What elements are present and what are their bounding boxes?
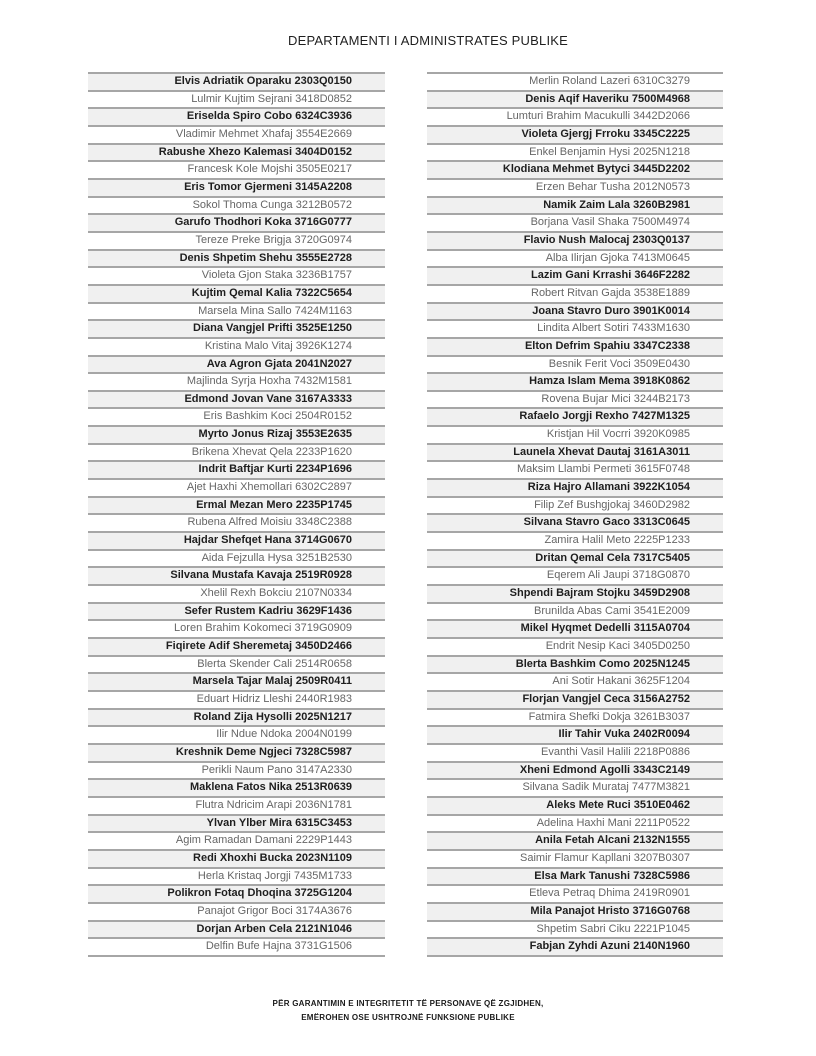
- list-item: Loren Brahim Kokomeci 3719G0909: [88, 621, 385, 639]
- list-item: Adelina Haxhi Mani 2211P0522: [427, 816, 723, 834]
- list-item: Ylvan Ylber Mira 6315C3453: [88, 816, 385, 834]
- list-item: Alba Ilirjan Gjoka 7413M0645: [427, 251, 723, 269]
- list-item: Lulmir Kujtim Sejrani 3418D0852: [88, 92, 385, 110]
- list-item: Saimir Flamur Kapllani 3207B0307: [427, 851, 723, 869]
- list-item: Hajdar Shefqet Hana 3714G0670: [88, 533, 385, 551]
- list-item: Herla Kristaq Jorgji 7435M1733: [88, 869, 385, 887]
- list-item: Brunilda Abas Cami 3541E2009: [427, 604, 723, 622]
- list-item: Marsela Tajar Malaj 2509R0411: [88, 674, 385, 692]
- list-item: Lazim Gani Krrashi 3646F2282: [427, 268, 723, 286]
- list-item: Elton Defrim Spahiu 3347C2338: [427, 339, 723, 357]
- list-item: Borjana Vasil Shaka 7500M4974: [427, 215, 723, 233]
- list-item: Rovena Bujar Mici 3244B2173: [427, 392, 723, 410]
- list-item: Blerta Bashkim Como 2025N1245: [427, 657, 723, 675]
- list-item: Endrit Nesip Kaci 3405D0250: [427, 639, 723, 657]
- list-item: Erzen Behar Tusha 2012N0573: [427, 180, 723, 198]
- list-item: Anila Fetah Alcani 2132N1555: [427, 833, 723, 851]
- list-item: Evanthi Vasil Halili 2218P0886: [427, 745, 723, 763]
- list-item: Myrto Jonus Rizaj 3553E2635: [88, 427, 385, 445]
- footer-line-2: EMËROHEN OSE USHTROJNË FUNKSIONE PUBLIKE: [301, 1013, 515, 1022]
- list-item: Majlinda Syrja Hoxha 7432M1581: [88, 374, 385, 392]
- list-item: Etleva Petraq Dhima 2419R0901: [427, 886, 723, 904]
- list-item: Panajot Grigor Boci 3174A3676: [88, 904, 385, 922]
- list-item: Klodiana Mehmet Bytyci 3445D2202: [427, 162, 723, 180]
- list-item: Florjan Vangjel Ceca 3156A2752: [427, 692, 723, 710]
- page-footer: [0, 997, 816, 1025]
- list-item: Joana Stavro Duro 3901K0014: [427, 304, 723, 322]
- list-item: Denis Aqif Haveriku 7500M4968: [427, 92, 723, 110]
- list-item: Aida Fejzulla Hysa 3251B2530: [88, 551, 385, 569]
- list-item: Xhelil Rexh Bokciu 2107N0334: [88, 586, 385, 604]
- list-item: Merlin Roland Lazeri 6310C3279: [427, 74, 723, 92]
- list-item: Shpetim Sabri Ciku 2221P1045: [427, 922, 723, 940]
- list-item: Dorjan Arben Cela 2121N1046: [88, 922, 385, 940]
- list-item: Kristina Malo Vitaj 3926K1274: [88, 339, 385, 357]
- list-item: Vladimir Mehmet Xhafaj 3554E2669: [88, 127, 385, 145]
- list-item: Marsela Mina Sallo 7424M1163: [88, 304, 385, 322]
- list-item: Ava Agron Gjata 2041N2027: [88, 357, 385, 375]
- page-title: DEPARTAMENTI I ADMINISTRATES PUBLIKE: [287, 33, 568, 48]
- list-item: Filip Zef Bushgjokaj 3460D2982: [427, 498, 723, 516]
- list-item: Edmond Jovan Vane 3167A3333: [88, 392, 385, 410]
- list-item: Sokol Thoma Cunga 3212B0572: [88, 198, 385, 216]
- name-list-left: [88, 72, 385, 957]
- list-item: Silvana Stavro Gaco 3313C0645: [427, 515, 723, 533]
- list-item: Redi Xhoxhi Bucka 2023N1109: [88, 851, 385, 869]
- list-item: Elsa Mark Tanushi 7328C5986: [427, 869, 723, 887]
- list-item: Maksim Llambi Permeti 3615F0748: [427, 462, 723, 480]
- list-item: Zamira Halil Meto 2225P1233: [427, 533, 723, 551]
- list-item: Fiqirete Adif Sheremetaj 3450D2466: [88, 639, 385, 657]
- list-item: Kreshnik Deme Ngjeci 7328C5987: [88, 745, 385, 763]
- list-item: Ilir Tahir Vuka 2402R0094: [427, 727, 723, 745]
- list-item: Robert Ritvan Gajda 3538E1889: [427, 286, 723, 304]
- list-item: Ajet Haxhi Xhemollari 6302C2897: [88, 480, 385, 498]
- list-item: Riza Hajro Allamani 3922K1054: [427, 480, 723, 498]
- list-item: Lumturi Brahim Macukulli 3442D2066: [427, 109, 723, 127]
- list-item: Indrit Baftjar Kurti 2234P1696: [88, 462, 385, 480]
- list-item: Sefer Rustem Kadriu 3629F1436: [88, 604, 385, 622]
- list-item: Ermal Mezan Mero 2235P1745: [88, 498, 385, 516]
- list-item: Ilir Ndue Ndoka 2004N0199: [88, 727, 385, 745]
- list-item: Rabushe Xhezo Kalemasi 3404D0152: [88, 145, 385, 163]
- list-item: Launela Xhevat Dautaj 3161A3011: [427, 445, 723, 463]
- list-item: Eduart Hidriz Lleshi 2440R1983: [88, 692, 385, 710]
- list-item: Maklena Fatos Nika 2513R0639: [88, 780, 385, 798]
- list-item: Kristjan Hil Vocrri 3920K0985: [427, 427, 723, 445]
- list-item: Roland Zija Hysolli 2025N1217: [88, 710, 385, 728]
- list-item: Francesk Kole Mojshi 3505E0217: [88, 162, 385, 180]
- list-item: Eris Tomor Gjermeni 3145A2208: [88, 180, 385, 198]
- list-item: Fabjan Zyhdi Azuni 2140N1960: [427, 939, 723, 957]
- list-item: Silvana Mustafa Kavaja 2519R0928: [88, 568, 385, 586]
- list-item: Agim Ramadan Damani 2229P1443: [88, 833, 385, 851]
- list-item: Silvana Sadik Murataj 7477M3821: [427, 780, 723, 798]
- name-list-right: [427, 72, 723, 957]
- list-item: Tereze Preke Brigja 3720G0974: [88, 233, 385, 251]
- list-item: Flavio Nush Malocaj 2303Q0137: [427, 233, 723, 251]
- list-item: Violeta Gjon Staka 3236B1757: [88, 268, 385, 286]
- list-item: Mikel Hyqmet Dedelli 3115A0704: [427, 621, 723, 639]
- list-item: Namik Zaim Lala 3260B2981: [427, 198, 723, 216]
- list-item: Rubena Alfred Moisiu 3348C2388: [88, 515, 385, 533]
- list-item: Aleks Mete Ruci 3510E0462: [427, 798, 723, 816]
- list-item: Elvis Adriatik Oparaku 2303Q0150: [88, 74, 385, 92]
- list-item: Lindita Albert Sotiri 7433M1630: [427, 321, 723, 339]
- list-item: Fatmira Shefki Dokja 3261B3037: [427, 710, 723, 728]
- list-item: Violeta Gjergj Frroku 3345C2225: [427, 127, 723, 145]
- list-item: Denis Shpetim Shehu 3555E2728: [88, 251, 385, 269]
- list-item: Polikron Fotaq Dhoqina 3725G1204: [88, 886, 385, 904]
- list-item: Ani Sotir Hakani 3625F1204: [427, 674, 723, 692]
- list-item: Shpendi Bajram Stojku 3459D2908: [427, 586, 723, 604]
- list-item: Brikena Xhevat Qela 2233P1620: [88, 445, 385, 463]
- list-item: Flutra Ndricim Arapi 2036N1781: [88, 798, 385, 816]
- list-item: Kujtim Qemal Kalia 7322C5654: [88, 286, 385, 304]
- list-item: Xheni Edmond Agolli 3343C2149: [427, 763, 723, 781]
- list-item: Besnik Ferit Voci 3509E0430: [427, 357, 723, 375]
- list-item: Mila Panajot Hristo 3716G0768: [427, 904, 723, 922]
- list-item: Eqerem Ali Jaupi 3718G0870: [427, 568, 723, 586]
- list-item: Enkel Benjamin Hysi 2025N1218: [427, 145, 723, 163]
- list-item: Diana Vangjel Prifti 3525E1250: [88, 321, 385, 339]
- list-item: Delfin Bufe Hajna 3731G1506: [88, 939, 385, 957]
- list-item: Rafaelo Jorgji Rexho 7427M1325: [427, 409, 723, 427]
- list-item: Perikli Naum Pano 3147A2330: [88, 763, 385, 781]
- list-item: Eris Bashkim Koci 2504R0152: [88, 409, 385, 427]
- list-item: Blerta Skender Cali 2514R0658: [88, 657, 385, 675]
- footer-line-1: PËR GARANTIMIN E INTEGRITETIT TË PERSONAVE QË ZGJIDHEN,: [272, 999, 544, 1008]
- list-item: Garufo Thodhori Koka 3716G0777: [88, 215, 385, 233]
- list-item: Dritan Qemal Cela 7317C5405: [427, 551, 723, 569]
- list-item: Eriselda Spiro Cobo 6324C3936: [88, 109, 385, 127]
- list-item: Hamza Islam Mema 3918K0862: [427, 374, 723, 392]
